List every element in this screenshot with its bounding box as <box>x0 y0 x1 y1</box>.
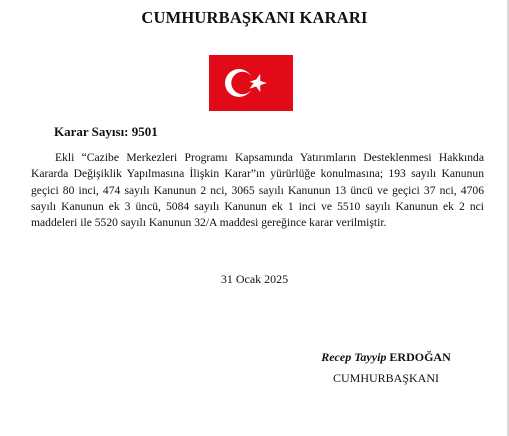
decree-number-label: Karar Sayısı: <box>54 124 129 139</box>
decree-number-value: 9501 <box>131 124 158 139</box>
turkish-flag-icon <box>209 55 293 111</box>
decree-date: 31 Ocak 2025 <box>220 272 289 286</box>
decree-number <box>54 124 158 140</box>
document-title: CUMHURBAŞKANI KARARI <box>141 8 368 27</box>
signatory-given-names: Recep Tayyip <box>321 350 387 364</box>
decree-body-paragraph: Ekli “Cazibe Merkezleri Programı Kapsamında Yatırımların Desteklenmesi Hakkında Kararda Değişiklik Yapılmasına İlişkin Karar”ın yürürlüğe konulmasına; 193 sayılı Kanunun geçici 80 inci, 474 sayılı Kanunun 2 nci, 3065 sayılı Kanunun 13 üncü ve geçici 37 nci, 4706 sayılı Kanunun ek 3 üncü, 5084 sayılı Kanunun ek 1 inci ve 5510 sayılı Kanunun ek 2 nci maddeleri ile 5520 sayılı Kanunun 32/A maddesi gereğince karar verilmiştir. <box>31 151 484 230</box>
signatory-role: CUMHURBAŞKANI <box>332 371 439 385</box>
signatory-name <box>316 350 456 365</box>
signatory-surname: ERDOĞAN <box>389 350 451 364</box>
